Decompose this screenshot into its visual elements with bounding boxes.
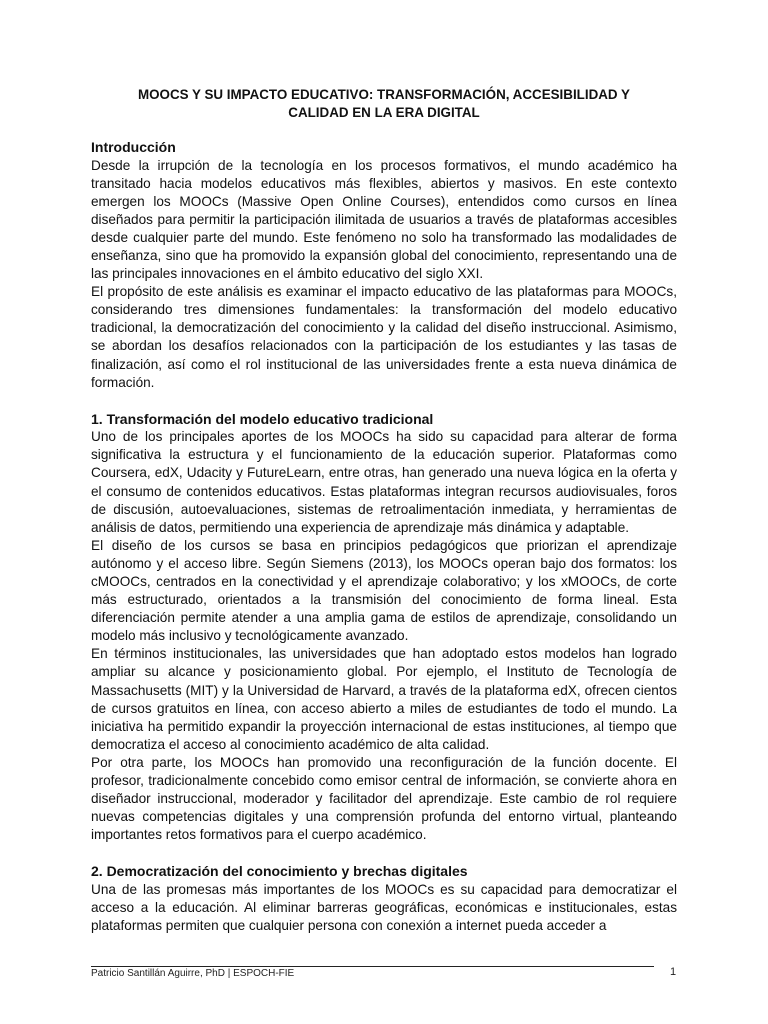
document-body	[91, 86, 677, 953]
page-number: 1	[670, 966, 677, 978]
paragraph: Desde la irrupción de la tecnología en los procesos formativos, el mundo académico ha transitado hacia modelos educativos más flexibles, abiertos y masivos. En este contexto emergen los MOOCs (Massive Open Online Courses), entendidos como cursos en línea diseñados para permitir la participación ilimitada de usuarios a través de plataformas accesibles desde cualquier parte del mundo. Este fenómeno no solo ha transformado las modalidades de enseñanza, sino que ha promovido la expansión global del conocimiento, representando una de las principales innovaciones en el ámbito educativo del siglo XXI.	[91, 157, 677, 282]
section-introduccion	[91, 138, 677, 392]
paragraph: Por otra parte, los MOOCs han promovido una reconfiguración de la función docente. El profesor, tradicionalmente concebido como emisor central de información, se convierte ahora en diseñador instruccional, moderador y facilitador del aprendizaje. Este cambio de rol requiere nuevas competencias digitales y una comprensión profunda del entorno virtual, planteando importantes retos formativos para el cuerpo académico.	[91, 754, 677, 843]
section-democratizacion	[91, 862, 677, 935]
section-heading: 2. Democratización del conocimiento y brechas digitales	[91, 863, 468, 880]
paragraph: El diseño de los cursos se basa en principios pedagógicos que priorizan el aprendizaje autónomo y el acceso libre. Según Siemens (2013), los MOOCs operan bajo dos formatos: los cMOOCs, centrados en la conectividad y el aprendizaje colaborativo; y los xMOOCs, de corte más estructurado, orientados a la transmisión del conocimiento de forma lineal. Esta diferenciación permite atender a una amplia gama de estilos de aprendizaje, consolidando un modelo más inclusivo y tecnológicamente avanzado.	[91, 537, 677, 644]
paragraph: En términos institucionales, las universidades que han adoptado estos modelos han logrado ampliar su alcance y posicionamiento global. Por ejemplo, el Instituto de Tecnología de Massachusetts (MIT) y la Universidad de Harvard, a través de la plataforma edX, ofrecen cientos de cursos gratuitos en línea, con acceso abierto a miles de estudiantes de todo el mundo. La iniciativa ha permitido expandir la proyección internacional de estas instituciones, al tiempo que democratiza el acceso al conocimiento académico de alta calidad.	[91, 646, 677, 752]
section-heading: 1. Transformación del modelo educativo tradicional	[91, 410, 434, 427]
paragraph: Uno de los principales aportes de los MOOCs ha sido su capacidad para alterar de forma significativa la estructura y el funcionamiento de la educación superior. Plataformas como Coursera, edX, Udacity y FutureLearn, entre otras, han generado una nueva lógica en la oferta y el consumo de contenidos educativos. Estas plataformas integran recursos audiovisuales, foros de discusión, autoevaluaciones, sistemas de retroalimentación inmediata, y herramientas de análisis de datos, permitiendo una experiencia de aprendizaje más dinámica y adaptable.	[91, 429, 677, 535]
document-title	[91, 86, 677, 122]
title-line-2: CALIDAD EN LA ERA DIGITAL	[288, 105, 480, 120]
paragraph: El propósito de este análisis es examinar el impacto educativo de las plataformas para MOOCs, considerando tres dimensiones fundamentales: la transformación del modelo educativo tradicional, la democratización del conocimiento y la calidad del diseño instruccional. Asimismo, se abordan los desafíos relacionados con la participación de los estudiantes y las tasas de finalización, así como el rol institucional de las universidades frente a esta nueva dinámica de formación.	[91, 284, 677, 390]
section-transformacion	[91, 410, 677, 845]
section-heading: Introducción	[91, 139, 176, 155]
footer-divider	[91, 966, 654, 967]
paragraph: Una de las promesas más importantes de los MOOCs es su capacidad para democratizar el acceso a la educación. Al eliminar barreras geográficas, económicas e institucionales, estas plataformas permiten que cualquier persona con conexión a internet pueda acceder a	[91, 881, 677, 934]
title-line-1: MOOCS Y SU IMPACTO EDUCATIVO: TRANSFORMACIÓN, ACCESIBILIDAD Y	[137, 87, 630, 102]
footer-author: Patricio Santillán Aguirre, PhD | ESPOCH-FIE	[91, 968, 295, 979]
